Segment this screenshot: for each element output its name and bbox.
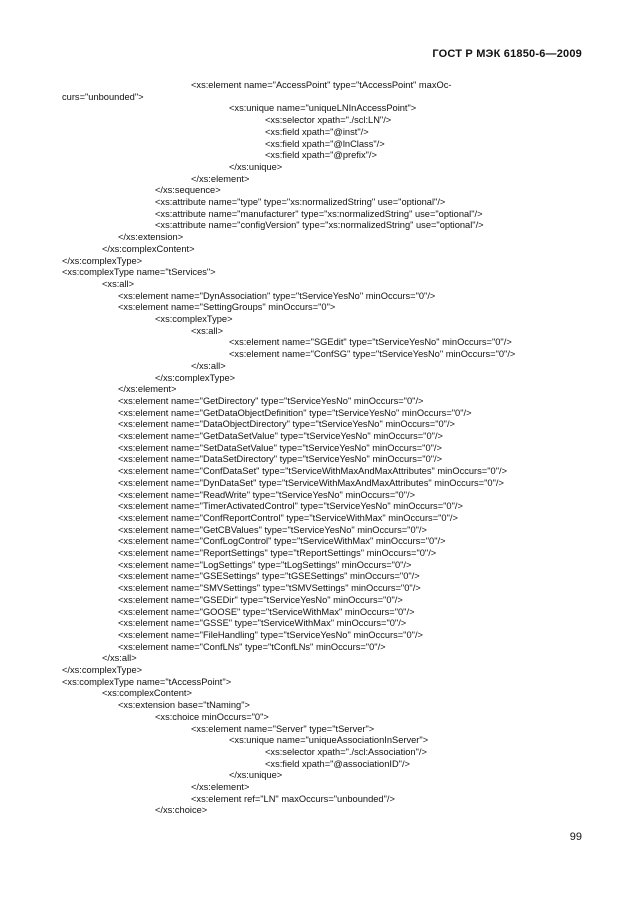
code-line: </xs:complexType> <box>62 665 143 675</box>
code-line: </xs:choice> <box>155 805 208 816</box>
code-line: </xs:complexType> <box>155 372 236 383</box>
code-line: <xs:selector xpath="./scl:Association"/> <box>265 746 427 757</box>
code-line: <xs:element name="GetDirectory" type="tServiceYesNo" minOccurs="0"/> <box>118 395 424 406</box>
code-line: </xs:all> <box>191 360 226 371</box>
code-line: </xs:complexContent> <box>102 243 195 254</box>
code-line: <xs:attribute name="type" type="xs:normalizedString" use="optional"/> <box>155 197 446 207</box>
code-line: </xs:all> <box>102 653 137 664</box>
code-line: <xs:element name="AccessPoint" type="tAccessPoint" maxOc- <box>191 80 452 90</box>
code-line: <xs:element name="SMVSettings" type="tSMVSettings" minOccurs="0"/> <box>118 583 421 594</box>
code-line: <xs:all> <box>102 278 135 289</box>
code-line: <xs:field xpath="@associationID"/> <box>265 758 410 769</box>
code-line: </xs:complexType> <box>62 255 143 266</box>
code-line: <xs:element ref="LN" maxOccurs="unbounded"/> <box>191 793 395 804</box>
code-line: <xs:extension base="tNaming"> <box>118 700 250 711</box>
code-line: <xs:element name="SetDataSetValue" type="tServiceYesNo" minOccurs="0"/> <box>118 442 442 453</box>
code-line: <xs:element name="GOOSE" type="tServiceWithMax" minOccurs="0"/> <box>118 606 415 617</box>
code-line: <xs:element name="Server" type="tServer"> <box>191 723 375 734</box>
code-line: <xs:complexContent> <box>102 688 192 699</box>
code-line: <xs:element name="FileHandling" type="tServiceYesNo" minOccurs="0"/> <box>118 629 423 640</box>
code-line: <xs:element name="GetDataSetValue" type="tServiceYesNo" minOccurs="0"/> <box>118 431 443 441</box>
code-line: <xs:element name="SettingGroups" minOccurs="0"> <box>118 302 336 313</box>
code-line: <xs:element name="ReadWrite" type="tServiceYesNo" minOccurs="0"/> <box>118 489 416 500</box>
code-line: </xs:element> <box>191 782 250 792</box>
code-line: <xs:element name="GSEDir" type="tServiceYesNo" minOccurs="0"/> <box>118 594 403 605</box>
code-line: </xs:element> <box>118 384 177 395</box>
code-line: <xs:element name="LogSettings" type="tLogSettings" minOccurs="0"/> <box>118 559 412 570</box>
code-line: <xs:field xpath="@inst"/> <box>265 126 369 137</box>
code-line: <xs:all> <box>191 325 224 336</box>
code-line: <xs:field xpath="@lnClass"/> <box>265 138 385 149</box>
code-line: <xs:element name="GetCBValues" type="tServiceYesNo" minOccurs="0"/> <box>118 524 427 535</box>
code-line: <xs:element name="GetDataObjectDefinition" type="tServiceYesNo" minOccurs="0"/> <box>118 407 472 418</box>
code-line: <xs:choice minOccurs="0"> <box>155 711 269 722</box>
code-line: <xs:selector xpath="./scl:LN"/> <box>265 115 392 126</box>
code-line: <xs:element name="ReportSettings" type="tReportSettings" minOccurs="0"/> <box>118 548 437 558</box>
code-line: <xs:element name="SGEdit" type="tServiceYesNo" minOccurs="0"/> <box>229 337 512 348</box>
code-line: <xs:field xpath="@prefix"/> <box>265 150 377 161</box>
page-number: 99 <box>569 831 582 843</box>
code-line: </xs:sequence> <box>155 185 221 196</box>
code-line: <xs:element name="DataObjectDirectory" type="tServiceYesNo" minOccurs="0"/> <box>118 419 455 430</box>
document-header: ГОСТ Р МЭК 61850-6—2009 <box>432 48 582 60</box>
code-line: <xs:element name="ConfLNs" type="tConfLNs" minOccurs="0"/> <box>118 641 386 652</box>
code-line: </xs:extension> <box>118 232 184 243</box>
code-line: <xs:element name="DynDataSet" type="tServiceWithMaxAndMaxAttributes" minOccurs="0"/> <box>118 477 504 488</box>
code-line: <xs:complexType name="tServices"> <box>62 267 216 278</box>
code-line: <xs:element name="ConfReportControl" type="tServiceWithMax" minOccurs="0"/> <box>118 512 458 523</box>
code-line: <xs:attribute name="manufacturer" type="xs:normalizedString" use="optional"/> <box>155 208 483 219</box>
code-line: </xs:element> <box>191 173 250 184</box>
code-line: </xs:unique> <box>229 770 283 781</box>
code-line: <xs:element name="DynAssociation" type="tServiceYesNo" minOccurs="0"/> <box>118 290 436 301</box>
code-line: </xs:unique> <box>229 161 283 172</box>
code-line: <xs:complexType> <box>155 314 233 324</box>
code-line: <xs:element name="GSSE" type="tServiceWithMax" minOccurs="0"/> <box>118 618 407 629</box>
code-line: curs="unbounded"> <box>62 91 144 102</box>
code-line: <xs:unique name="uniqueAssociationInServer"> <box>229 735 429 746</box>
code-line: <xs:element name="TimerActivatedControl" type="tServiceYesNo" minOccurs="0"/> <box>118 501 463 512</box>
code-line: <xs:element name="ConfDataSet" type="tServiceWithMaxAndMaxAttributes" minOccurs="0"/> <box>118 466 508 477</box>
code-line: <xs:complexType name="tAccessPoint"> <box>62 676 232 687</box>
code-line: <xs:element name="GSESettings" type="tGSESettings" minOccurs="0"/> <box>118 571 420 582</box>
code-line: <xs:attribute name="configVersion" type="xs:normalizedString" use="optional"/> <box>155 220 484 231</box>
code-line: <xs:unique name="uniqueLNInAccessPoint"> <box>229 103 417 114</box>
code-line: <xs:element name="ConfLogControl" type="tServiceWithMax" minOccurs="0"/> <box>118 536 446 547</box>
code-line: <xs:element name="ConfSG" type="tServiceYesNo" minOccurs="0"/> <box>229 349 516 360</box>
code-line: <xs:element name="DataSetDirectory" type="tServiceYesNo" minOccurs="0"/> <box>118 454 443 465</box>
